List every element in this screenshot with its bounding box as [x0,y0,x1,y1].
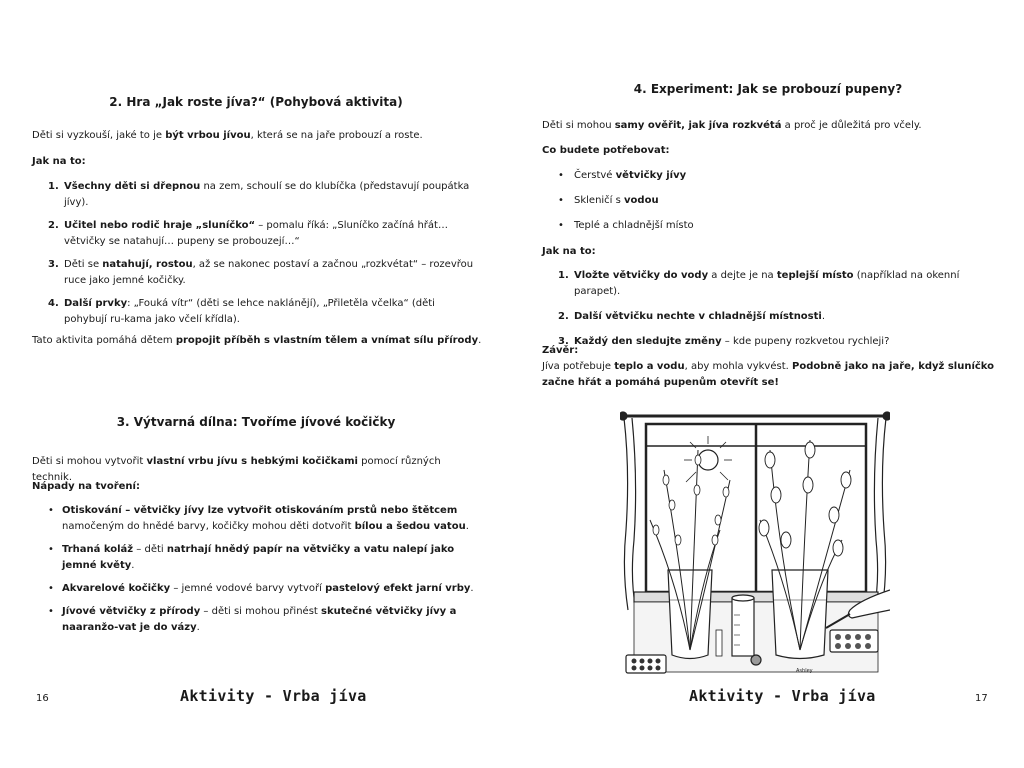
section-2-title: 2. Hra „Jak roste jíva?“ (Pohybová aktivita) [109,95,403,109]
bullet-icon: • [48,544,54,555]
list-item: • Trhaná koláž – děti natrhají hnědý papír na větvičky a vatu nalepí jako jemné květy. [48,542,478,574]
list-item: • Teplé a chladnější místo [558,218,988,234]
section-2-outro: Tato aktivita pomáhá dětem propojit příběh s vlastním tělem a vnímat sílu přírody. [32,335,482,346]
bullet-icon: • [48,583,54,594]
measuring-cylinder [732,598,754,656]
section-3-ideas-list [48,503,478,643]
list-item: 3. Každý den sledujte změny – kde pupeny rozkvetou rychleji? [558,336,890,347]
list-item: • Akvarelové kočičky – jemné vodové barvy vytvoří pastelový efekt jarní vrby. [48,581,478,597]
section-4-how-label: Jak na to: [542,246,596,257]
dropper [716,630,722,656]
willow-vase-illustration [620,410,890,680]
bullet-icon: • [48,505,54,516]
section-2-how-label: Jak na to: [32,156,86,167]
list-item: • Čerstvé větvičky jívy [558,168,988,184]
curtain-right [882,418,886,610]
list-item: • Jívové větvičky z přírody – děti si mohou přinést skutečné větvičky jívy a naaranžo-vat je do vázy. [48,604,478,636]
section-4-conclusion: Závěr: Jíva potřebuje teplo a vodu, aby mohla vykvést. Podobně jako na jaře, když sluníčko začne hřát a pomáhá pupenům otevřít se! [542,345,995,388]
section-2-steps [48,179,478,335]
bullet-icon: • [48,606,54,617]
ball [751,655,761,665]
list-item: 2. Učitel nebo rodič hraje „sluníčko“ – pomalu říká: „Sluníčko začíná hřát… větvičky se natahují… pupeny se probouzejí…“ [48,220,448,247]
illustration-signature: Ashley [796,668,813,674]
list-item: 1. Všechny děti si dřepnou na zem, schoulí se do klubíčka (představují poupátka jívy). [48,181,470,208]
page-number: 17 [975,693,988,704]
section-4-need-label: Co budete potřebovat: [542,145,670,156]
bullet-icon: • [558,220,564,231]
list-item: 1. Vložte větvičky do vody a dejte je na teplejší místo (například na okenní parapet). [558,270,960,297]
footer-title: Aktivity - Vrba jíva [180,687,367,705]
section-4-intro: Děti si mohou samy ověřit, jak jíva rozkvétá a proč je důležitá pro včely. [542,120,922,131]
list-item: • Skleničí s vodou [558,193,988,209]
footer-title: Aktivity - Vrba jíva [689,687,876,705]
section-4-title: 4. Experiment: Jak se probouzí pupeny? [633,82,903,96]
section-2-intro: Děti si vyzkouší, jaké to je být vrbou jívou, která se na jaře probouzí a roste. [32,130,423,141]
list-item: 2. Další větvičku nechte v chladnější místnosti. [558,311,826,322]
list-item: 4. Další prvky: „Fouká vítr“ (děti se lehce naklánějí), „Přiletěla včelka“ (děti pohybují ru-kama jako včelí křídla). [48,298,435,325]
list-item: 3. Děti se natahují, rostou, až se nakonec postaví a začnou „rozkvétat“ – rozevřou ruce jako jemné kočičky. [48,259,474,286]
curtain-left [624,418,628,610]
bullet-icon: • [558,195,564,206]
bullet-icon: • [558,170,564,181]
page-number: 16 [36,693,49,704]
paint-palette-left [626,655,666,673]
section-3-intro: Děti si mohou vytvořit vlastní vrbu jívu s hebkými kočičkami pomocí různých technik. [32,456,441,483]
list-item: • Otiskování – větvičky jívy lze vytvořit otiskováním prstů nebo štětcem namočeným do hnědé barvy, kočičky mohou děti dotvořit bílou a šedou vatou. [48,503,478,535]
section-3-title: 3. Výtvarná dílna: Tvoříme jívové kočičky [116,415,396,429]
section-3-ideas-label: Nápady na tvoření: [32,481,140,492]
section-4-need-list [558,168,988,243]
